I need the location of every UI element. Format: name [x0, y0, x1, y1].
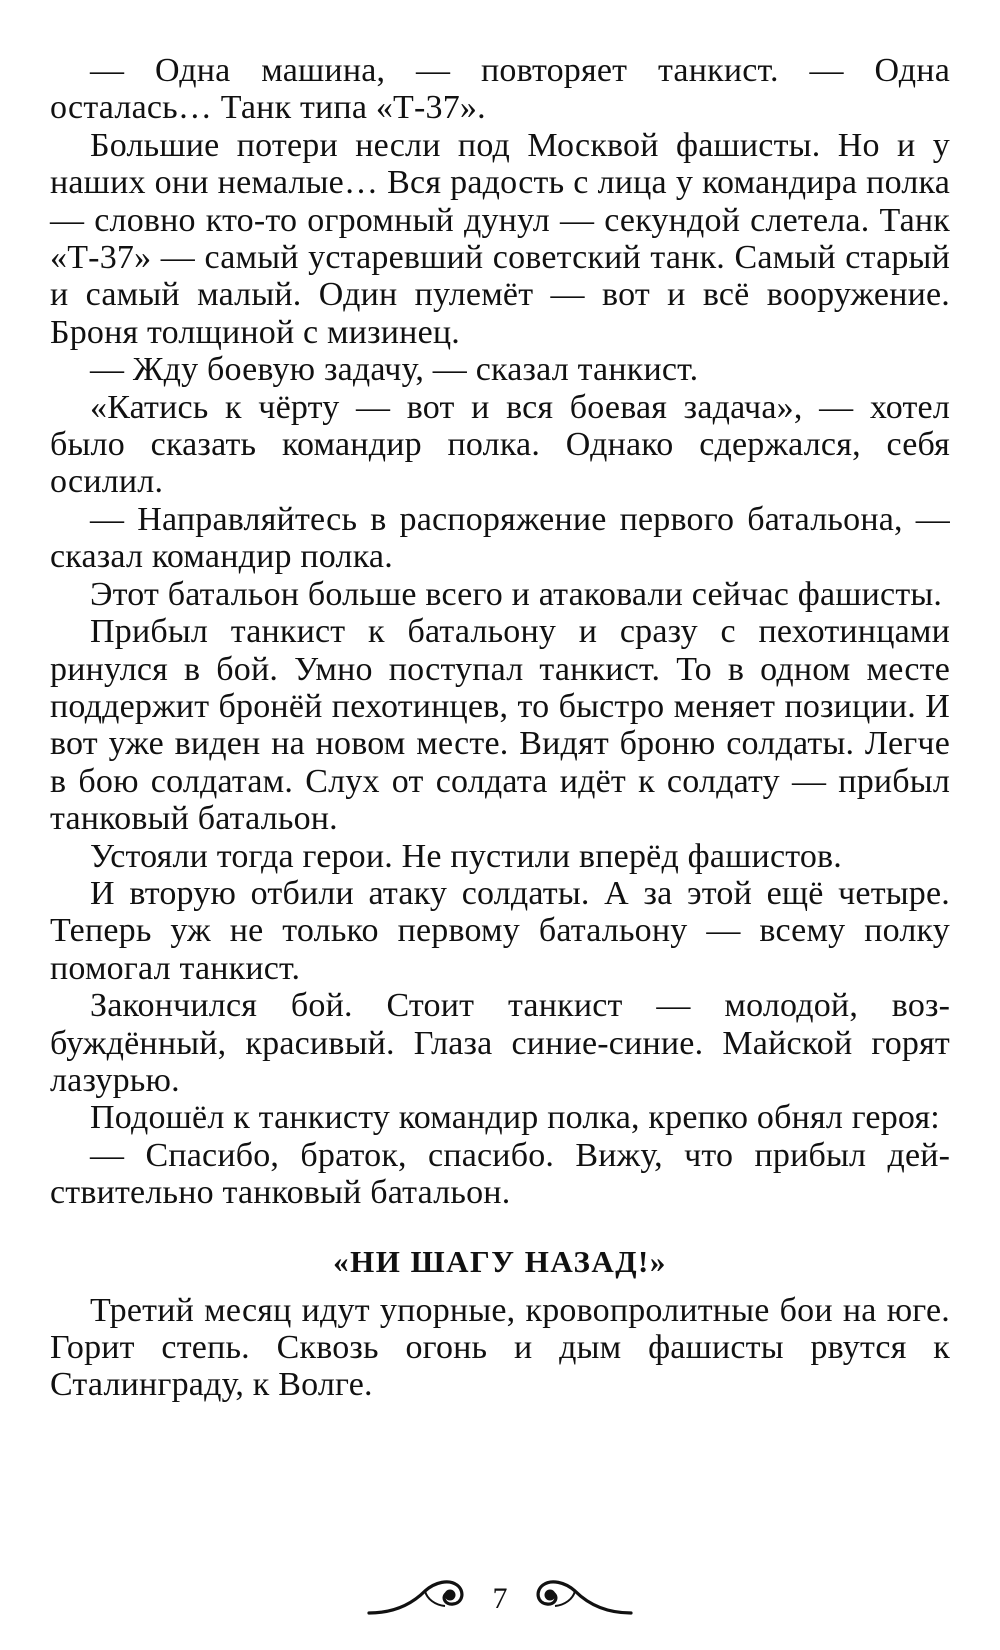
paragraph: Этот батальон больше всего и атаковали сейчас фашисты. [90, 575, 943, 613]
swirl-ornament-left-icon [365, 1573, 475, 1623]
paragraph: — Спасибо, браток, спасибо. Вижу, что прибыл действительно танковый батальон. [50, 1136, 950, 1212]
paragraph: Закончился бой. Стоит танкист — молодой, возбуждённый, красивый. Глаза синие-синие. Майской горят лазурью. [50, 987, 950, 1099]
story-section [50, 52, 950, 1212]
paragraph: Большие потери несли под Москвой фашисты. Но и у наших они немалые… Вся радость с лица у командира полка — словно кто-то огромный дунул — секундой слетела. Танк «Т-37» — самый устаревший советский танк. Самый старый и самый малый. Один пулемёт — вот и всё вооружение. Броня толщиной с мизинец. [50, 126, 950, 351]
paragraph: — Одна машина, — повторяет танкист. — Одна осталась… Танк типа «Т-37». [50, 52, 950, 127]
paragraph: Устояли тогда герои. Не пустили вперёд фашистов. [90, 837, 843, 875]
page-number: 7 [492, 1582, 508, 1615]
paragraph: Подошёл к танкисту командир полка, крепко обнял героя: [90, 1099, 940, 1137]
paragraph: — Жду боевую задачу, — сказал танкист. [90, 351, 699, 389]
paragraph: Третий месяц идут упорные, кровопролитные бои на юге. Горит степь. Сквозь огонь и дым фашисты рвутся к Сталинграду, к Волге. [50, 1291, 950, 1404]
paragraph: И вторую отбили атаку солдаты. А за этой ещё четыре. Теперь уж не только первому батальону — всему полку помогал танкист. [50, 874, 950, 987]
chapter-title: «НИ ШАГУ НАЗАД!» [333, 1243, 667, 1279]
paragraph: «Катись к чёрту — вот и вся боевая задача», — хотел было сказать командир полка. Однако сдержался, себя осилил. [50, 388, 950, 501]
paragraph: Прибыл танкист к батальону и сразу с пехотинцами ринулся в бой. Умно поступал танкист. То в одном месте поддержит бронёй пехотинцев, то быстро меняет позиции. И вот уже виден на новом месте. Видят броню солдаты. Легче в бою солдатам. Слух от солдата идёт к солдату — прибыл танковый батальон. [50, 613, 950, 838]
page-body [50, 52, 950, 1404]
chapter-section [50, 1242, 950, 1404]
page-footer [0, 1573, 1000, 1633]
paragraph: — Направляйтесь в распоряжение первого батальона, — сказал командир полка. [50, 500, 950, 576]
swirl-ornament-right-icon [525, 1573, 635, 1623]
